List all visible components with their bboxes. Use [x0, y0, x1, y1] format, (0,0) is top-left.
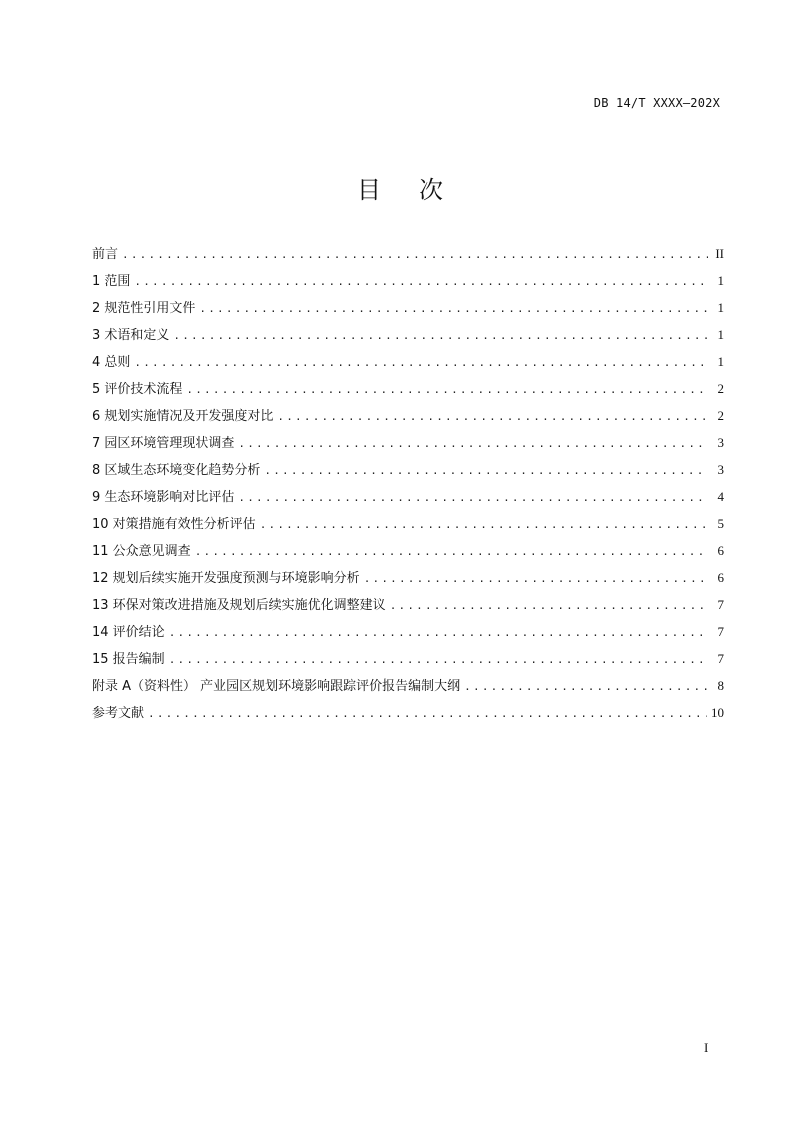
toc-entry-13[interactable]	[92, 591, 724, 618]
toc-leader-dots	[199, 295, 708, 322]
toc-leader-dots	[390, 592, 708, 619]
toc-entry-label: 7 园区环境管理现状调查	[92, 436, 235, 451]
toc-entry-page: 1	[717, 300, 724, 315]
toc-entry-label: 附录 A（资料性） 产业园区规划环境影响跟踪评价报告编制大纲	[92, 679, 461, 694]
toc-entry-page: 1	[717, 327, 724, 342]
toc-entry-2[interactable]	[92, 294, 724, 321]
toc-entry-appendix-a[interactable]	[92, 672, 724, 699]
toc-leader-dots	[148, 700, 707, 727]
toc-entry-label: 5 评价技术流程	[92, 382, 183, 397]
toc-entry-page: 1	[717, 354, 724, 369]
toc-entry-15[interactable]	[92, 645, 724, 672]
toc-entry-page: 2	[717, 408, 724, 423]
toc-entry-label: 10 对策措施有效性分析评估	[92, 517, 256, 532]
toc-entry-label: 4 总则	[92, 355, 131, 370]
toc-leader-dots	[195, 538, 708, 565]
toc-leader-dots	[173, 322, 708, 349]
toc-entry-label: 参考文献	[92, 706, 145, 721]
toc-entry-foreword[interactable]	[92, 240, 724, 267]
toc-entry-label: 6 规划实施情况及开发强度对比	[92, 409, 274, 424]
toc-leader-dots	[260, 511, 708, 538]
toc-entry-page: 4	[717, 489, 724, 504]
toc-entry-label: 11 公众意见调查	[92, 544, 191, 559]
table-of-contents	[92, 240, 724, 726]
document-id: DB 14/T XXXX—202X	[593, 96, 720, 110]
toc-entry-7[interactable]	[92, 429, 724, 456]
toc-entry-4[interactable]	[92, 348, 724, 375]
toc-entry-page: 8	[717, 678, 724, 693]
toc-entry-page: 7	[717, 597, 724, 612]
toc-entry-label: 1 范围	[92, 274, 131, 289]
toc-entry-page: 7	[717, 624, 724, 639]
toc-entry-page: 3	[717, 435, 724, 450]
toc-entry-page: 6	[717, 543, 724, 558]
toc-entry-page: 7	[717, 651, 724, 666]
toc-entry-page: 10	[711, 705, 724, 720]
toc-leader-dots	[277, 403, 708, 430]
toc-leader-dots	[464, 673, 708, 700]
toc-entry-page: 2	[717, 381, 724, 396]
toc-entry-12[interactable]	[92, 564, 724, 591]
toc-entry-1[interactable]	[92, 267, 724, 294]
toc-leader-dots	[238, 430, 708, 457]
toc-leader-dots	[122, 241, 708, 268]
toc-entry-label: 13 环保对策改进措施及规划后续实施优化调整建议	[92, 598, 386, 613]
toc-leader-dots	[134, 349, 708, 376]
toc-entry-label: 12 规划后续实施开发强度预测与环境影响分析	[92, 571, 360, 586]
toc-leader-dots	[134, 268, 708, 295]
toc-leader-dots	[364, 565, 708, 592]
toc-entry-label: 2 规范性引用文件	[92, 301, 196, 316]
page-number: I	[704, 1040, 709, 1055]
toc-entry-label: 15 报告编制	[92, 652, 165, 667]
toc-entry-14[interactable]	[92, 618, 724, 645]
toc-leader-dots	[264, 457, 708, 484]
toc-entry-page: 5	[717, 516, 724, 531]
page-title: 目次	[357, 176, 481, 204]
toc-entry-page: 6	[717, 570, 724, 585]
toc-entry-5[interactable]	[92, 375, 724, 402]
toc-entry-label: 8 区域生态环境变化趋势分析	[92, 463, 261, 478]
toc-entry-11[interactable]	[92, 537, 724, 564]
toc-entry-page: II	[715, 246, 724, 261]
toc-entry-3[interactable]	[92, 321, 724, 348]
toc-entry-label: 14 评价结论	[92, 625, 165, 640]
toc-entry-10[interactable]	[92, 510, 724, 537]
toc-entry-label: 9 生态环境影响对比评估	[92, 490, 235, 505]
toc-leader-dots	[169, 646, 708, 673]
toc-entry-page: 1	[717, 273, 724, 288]
toc-leader-dots	[169, 619, 708, 646]
toc-entry-9[interactable]	[92, 483, 724, 510]
toc-entry-label: 前言	[92, 247, 119, 262]
toc-leader-dots	[186, 376, 708, 403]
toc-entry-8[interactable]	[92, 456, 724, 483]
toc-entry-references[interactable]	[92, 699, 724, 726]
toc-entry-page: 3	[717, 462, 724, 477]
toc-leader-dots	[238, 484, 708, 511]
toc-entry-label: 3 术语和定义	[92, 328, 170, 343]
toc-entry-6[interactable]	[92, 402, 724, 429]
